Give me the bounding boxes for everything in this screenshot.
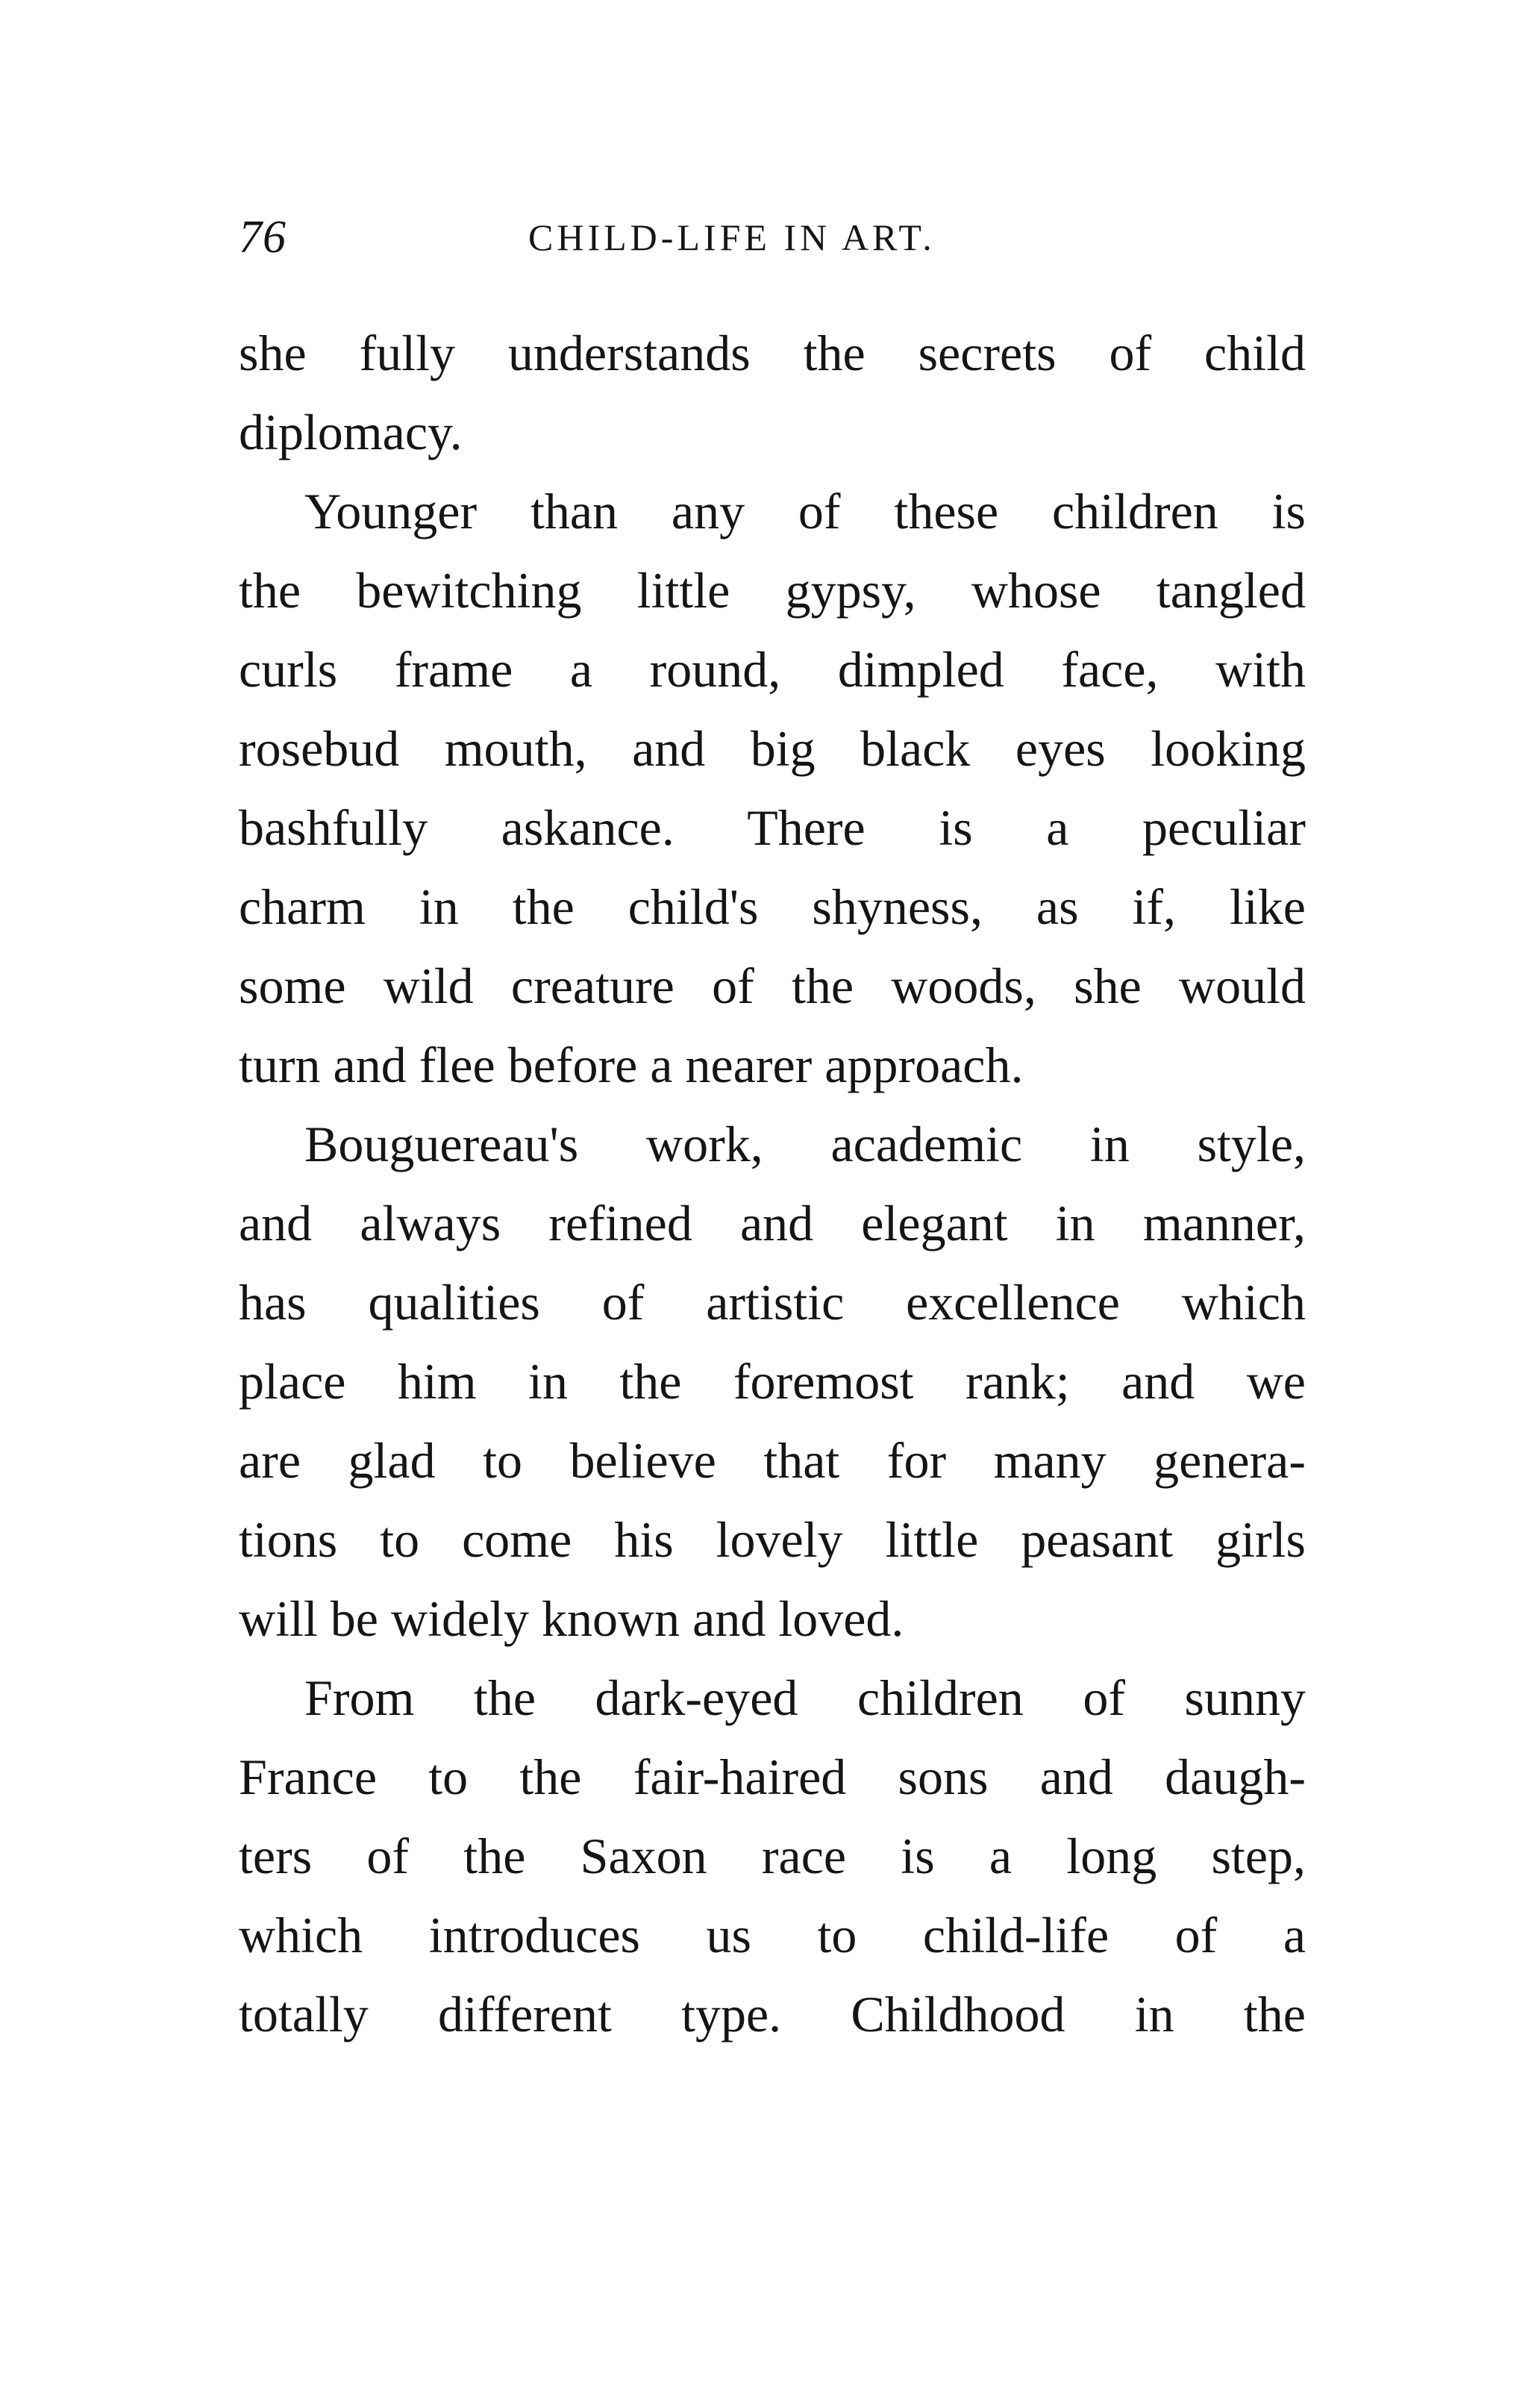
text-line: will be widely known and loved. [239,1590,904,1647]
text-line: she fully understands the secrets of child [239,325,1306,381]
text-line: tions to come his lovely little peasant girls [239,1511,1306,1568]
text-line: which introduces us to child-life of a [239,1907,1306,1963]
text-line: rosebud mouth, and big black eyes looking [239,720,1306,777]
text-line: charm in the child's shyness, as if, like [239,878,1306,935]
text-line: curls frame a round, dimpled face, with [239,641,1306,698]
running-title: CHILD-LIFE IN ART. [528,216,936,258]
text-line: Bouguereau's work, academic in style, [304,1116,1306,1172]
text-line: Younger than any of these children is [304,483,1306,540]
text-line: From the dark-eyed children of sunny [304,1669,1306,1726]
text-line: and always refined and elegant in manner, [239,1195,1306,1251]
text-line: totally different type. Childhood in the [239,1986,1306,2043]
text-line: bashfully askance. There is a peculiar [239,799,1306,856]
page-header [239,207,1306,267]
text-line: place him in the foremost rank; and we [239,1353,1306,1410]
text-line: turn and flee before a nearer approach. [239,1037,1024,1093]
text-line: has qualities of artistic excellence which [239,1274,1306,1331]
text-line: are glad to believe that for many genera- [239,1432,1306,1489]
text-line: France to the fair-haired sons and daugh- [239,1748,1306,1805]
text-line: ters of the Saxon race is a long step, [239,1828,1306,1884]
text-line: the bewitching little gypsy, whose tangled [239,562,1306,619]
page-number: 76 [239,212,287,263]
text-line: diplomacy. [239,404,463,460]
body-text [239,313,1306,2054]
text-line: some wild creature of the woods, she would [239,957,1306,1014]
